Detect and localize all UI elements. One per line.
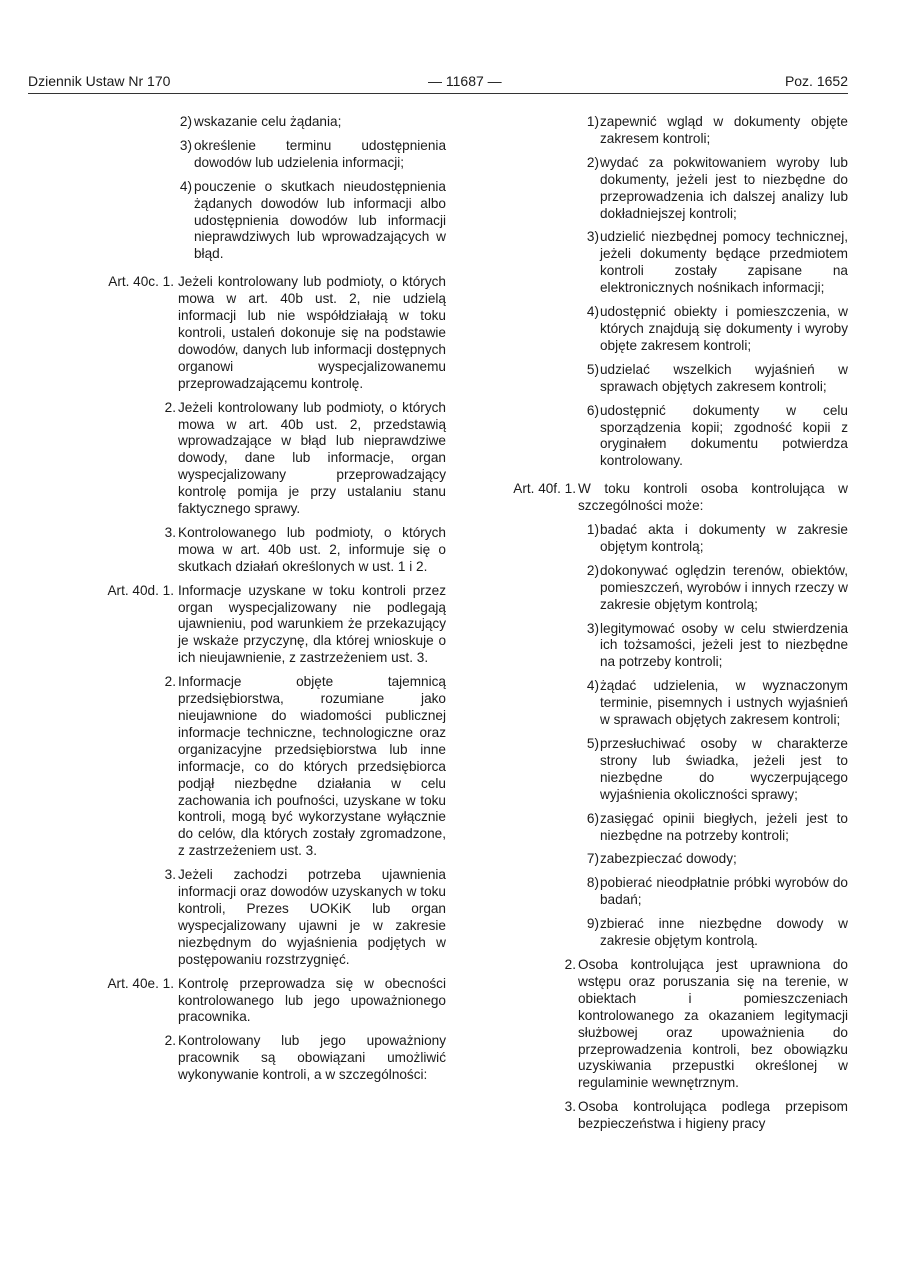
list-item: 2) dokonywać oględzin terenów, obiektów, pomieszczeń, wyrobów i innych rzeczy w zakresie objętym kontrolą;: [586, 562, 848, 612]
article-40f-paragraph-1: Art. 40f. 1. W toku kontroli osoba kontrolująca w szczególności może:: [480, 481, 848, 515]
position-number: Poz. 1652: [784, 73, 848, 89]
list-item: 3) udzielić niezbędnej pomocy technicznej, jeżeli dokumenty będące przedmiotem kontroli zostały zapisane na elektronicznych nośnikach informacji;: [586, 229, 848, 296]
article-40e-paragraph-1: Art. 40e. 1. Kontrolę przeprowadza się w obecności kontrolowanego lub jego upoważnionego pracownika.: [28, 976, 446, 1027]
article-40e-paragraph-2: 2. Kontrolowany lub jego upoważniony pracownik są obowiązani umożliwić wykonywanie kontroli, a w szczególności:: [164, 1033, 446, 1083]
article-40d-paragraph-3: 3. Jeżeli zachodzi potrzeba ujawnienia informacji oraz dowodów uzyskanych w toku kontroli, Prezes UOKiK lub organ wyspecjalizowany ujawni je w zakresie niezbędnym do wyjaśnienia podjętych w postępowaniu rozstrzygnięć.: [164, 867, 446, 967]
left-column: [28, 114, 446, 1091]
article-40d-paragraph-1: Art. 40d. 1. Informacje uzyskane w toku kontroli przez organ wyspecjalizowany nie podlegają ujawnieniu, pod warunkiem że przekazujący je wskaże przyczynę, dla której wnioskuje o ich nieujawnienie, z zastrzeżeniem ust. 3.: [28, 583, 446, 668]
list-item: 4) żądać udzielenia, w wyznaczonym terminie, pisemnych i ustnych wyjaśnień w sprawach objętych zakresem kontroli;: [586, 678, 848, 728]
list-item: 6) udostępnić dokumenty w celu sporządzenia kopii; zgodność kopii z oryginałem dokumentu potwierdza kontrolowany.: [586, 402, 848, 469]
article-40f-paragraph-2: 2. Osoba kontrolująca jest uprawniona do wstępu oraz poruszania się na terenie, w obiektach i pomieszczeniach kontrolowanego za okazaniem legitymacji służbowej oraz upoważnienia do przeprowadzenia kontroli, bez obowiązku uzyskiwania przepustki określonej w regulaminie wewnętrznym.: [564, 956, 848, 1091]
list-item: 8) pobierać nieodpłatnie próbki wyrobów do badań;: [586, 875, 848, 908]
list-item: 5) udzielać wszelkich wyjaśnień w sprawach objętych zakresem kontroli;: [586, 361, 848, 394]
list-item: 3) określenie terminu udostępnienia dowodów lub udzielenia informacji;: [179, 137, 446, 170]
list-item: 7) zabezpieczać dowody;: [586, 851, 737, 867]
article-40d-paragraph-2: 2. Informacje objęte tajemnicą przedsiębiorstwa, rozumiane jako nieujawnione do wiadomości publicznej informacje techniczne, technologiczne oraz organizacyjne przedsiębiorstwa lub inne informacje, co do których przedsiębiorca podjął niezbędne działania w celu zachowania ich poufności, uzyskane w toku kontroli, mogą być wykorzystane wyłącznie do celów, dla których zostały zgromadzone, z zastrzeżeniem ust. 3.: [164, 674, 446, 859]
article-label: Art. 40c. 1.: [108, 274, 174, 290]
list-item: 2) wydać za pokwitowaniem wyroby lub dokumenty, jeżeli jest to niezbędne do przeprowadzenia ich dalszej analizy lub dokładniejszej kontroli;: [586, 154, 848, 221]
article-40c-paragraph-1: Art. 40c. 1. Jeżeli kontrolowany lub podmioty, o których mowa w art. 40b ust. 2, nie udzielą informacji lub nie współdziałają w toku kontroli, ustaleń dokonuje się na podstawie dowodów, danych lub informacji dostępnych organowi wyspecjalizowanemu przeprowadzającemu kontrolę.: [28, 274, 446, 392]
page-header: [28, 72, 848, 92]
right-column: [480, 114, 848, 1140]
article-40c-paragraph-3: 3. Kontrolowanego lub podmioty, o których mowa w art. 40b ust. 2, informuje się o skutkach działań określonych w ust. 1 i 2.: [164, 524, 446, 574]
list-item: 5) przesłuchiwać osoby w charakterze strony lub świadka, jeżeli jest to niezbędne do wyczerpującego wyjaśnienia okoliczności sprawy;: [586, 736, 848, 802]
list-item: 4) pouczenie o skutkach nieudostępnienia żądanych dowodów lub informacji albo udostępnienia dowodów lub informacji nieprawdziwych lub wprowadzających w błąd.: [179, 178, 446, 262]
page-number: — 11687 —: [428, 73, 502, 89]
header-rule: [28, 93, 848, 94]
article-label: Art. 40d. 1.: [107, 582, 174, 598]
list-item: 9) zbierać inne niezbędne dowody w zakresie objętym kontrolą.: [586, 916, 848, 949]
article-40c-paragraph-2: 2. Jeżeli kontrolowany lub podmioty, o których mowa w art. 40b ust. 2, przedstawią wprowadzające w błąd lub nieprawdziwe dowody, dane lub informacje, organ wyspecjalizowany przeprowadzający kontrolę pomija je przy ustalaniu stanu faktycznego sprawy.: [164, 399, 446, 517]
list-item: 2) wskazanie celu żądania;: [179, 114, 342, 129]
article-label: Art. 40e. 1.: [107, 975, 174, 991]
list-item: 3) legitymować osoby w celu stwierdzenia ich tożsamości, jeżeli jest to niezbędne na potrzeby kontroli;: [586, 620, 848, 670]
list-item: 4) udostępnić obiekty i pomieszczenia, w których znajdują się dokumenty i wyroby objęte zakresem kontroli;: [586, 304, 848, 353]
article-40f-paragraph-3: 3. Osoba kontrolująca podlega przepisom bezpieczeństwa i higieny pracy: [564, 1099, 848, 1132]
list-item: 1) badać akta i dokumenty w zakresie objętym kontrolą;: [586, 522, 848, 554]
journal-title: Dziennik Ustaw Nr 170: [28, 73, 171, 89]
list-item: 1) zapewnić wgląd w dokumenty objęte zakresem kontroli;: [586, 114, 848, 146]
article-label: Art. 40f. 1.: [513, 481, 576, 497]
list-item: 6) zasięgać opinii biegłych, jeżeli jest to niezbędne na potrzeby kontroli;: [586, 810, 848, 843]
